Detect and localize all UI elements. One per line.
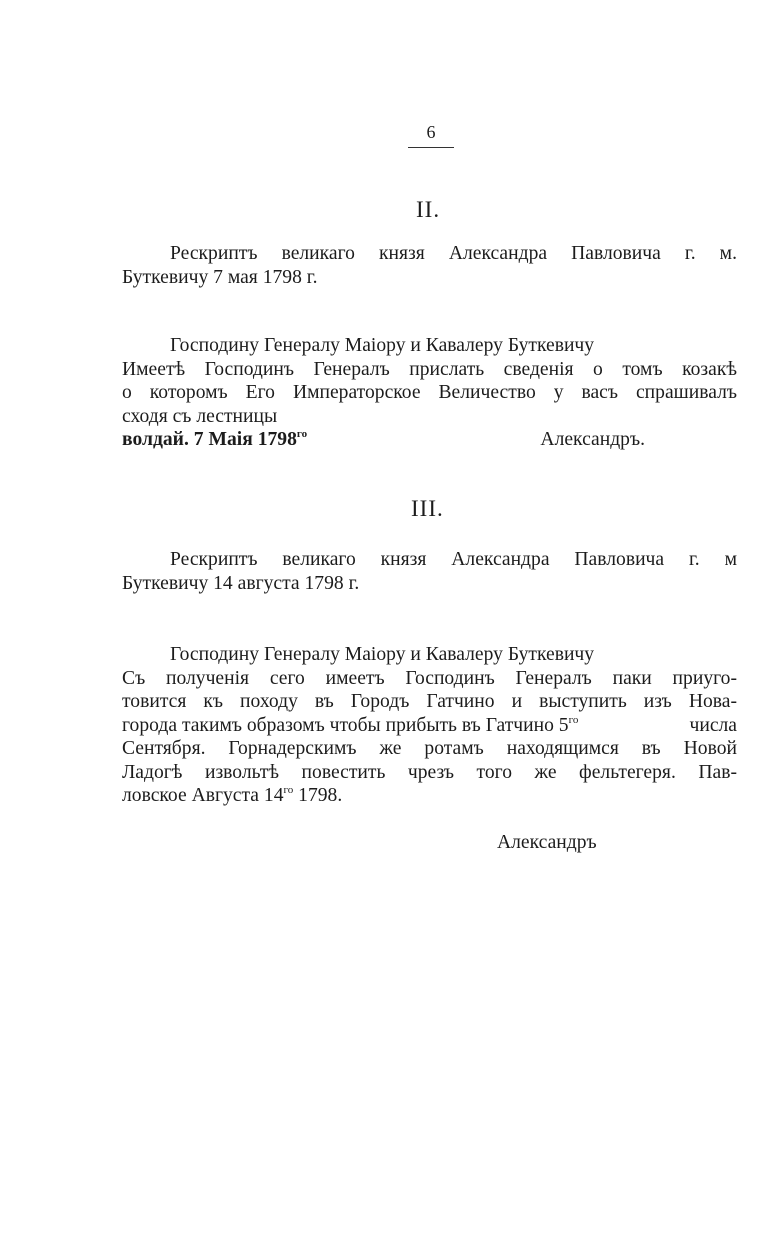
heading-line: Рескриптъ великаго князя Александра Павловича г. м. xyxy=(170,243,737,264)
section-iii-letter xyxy=(122,643,737,808)
letter-body-line: товится къ походу въ Городъ Гатчино и выступить изъ Нова- xyxy=(122,691,737,712)
section-numeral-ii: II. xyxy=(416,197,441,222)
heading-line: Буткевичу 7 мая 1798 г. xyxy=(122,266,318,288)
date-superscript: го xyxy=(296,428,308,440)
letter-signature: Александръ. xyxy=(540,429,645,450)
section-iii-heading xyxy=(122,548,737,595)
letter-closing-line: ловское Августа $14^{го}$ 1798. xyxy=(122,784,343,806)
letter-body-line: Сентября. Горнадерскимъ же ротамъ находящимся въ Новой xyxy=(122,738,737,759)
page-number-rule xyxy=(408,147,454,148)
letter-closing-place-date: волдай. 7 Маія $1798^{го}$ xyxy=(122,428,308,450)
section-ii-heading xyxy=(122,242,737,289)
letter-address-line: Господину Генералу Маіору и Кавалеру Буткевичу xyxy=(170,335,595,356)
letter-signature: Александръ xyxy=(497,832,597,853)
letter-body-line: о которомъ Его Императорское Величество у васъ спрашивалъ xyxy=(122,382,737,403)
letter-closing-row xyxy=(122,428,737,452)
letter-body-line: города такимъ образомъ чтобы прибыть въ Гатчино $5^{го}$ числа xyxy=(122,713,737,736)
heading-line: Буткевичу 14 августа 1798 г. xyxy=(122,572,360,594)
date-superscript: го xyxy=(283,784,294,796)
letter-body-line: Ладогѣ извольтѣ повестить чрезъ того же фельтегеря. Пав- xyxy=(122,761,737,783)
letter-body-line: Съ полученія сего имеетъ Господинъ Генералъ паки приуго- xyxy=(122,667,737,689)
letter-body-line: Имеетѣ Господинъ Генералъ прислать сведенія о томъ козакѣ xyxy=(122,358,737,380)
heading-line: Рескриптъ великаго князя Александра Павловича г. м xyxy=(170,549,737,570)
section-numeral-iii: III. xyxy=(411,496,444,521)
date-superscript: го xyxy=(568,713,579,726)
letter-body-line: сходя съ лестницы xyxy=(122,405,278,427)
letter-body-line-tail: числа xyxy=(689,714,737,736)
page-number: 6 xyxy=(426,122,436,142)
section-ii-letter xyxy=(122,334,737,452)
letter-address-line: Господину Генералу Маіору и Кавалеру Буткевичу xyxy=(170,644,595,665)
